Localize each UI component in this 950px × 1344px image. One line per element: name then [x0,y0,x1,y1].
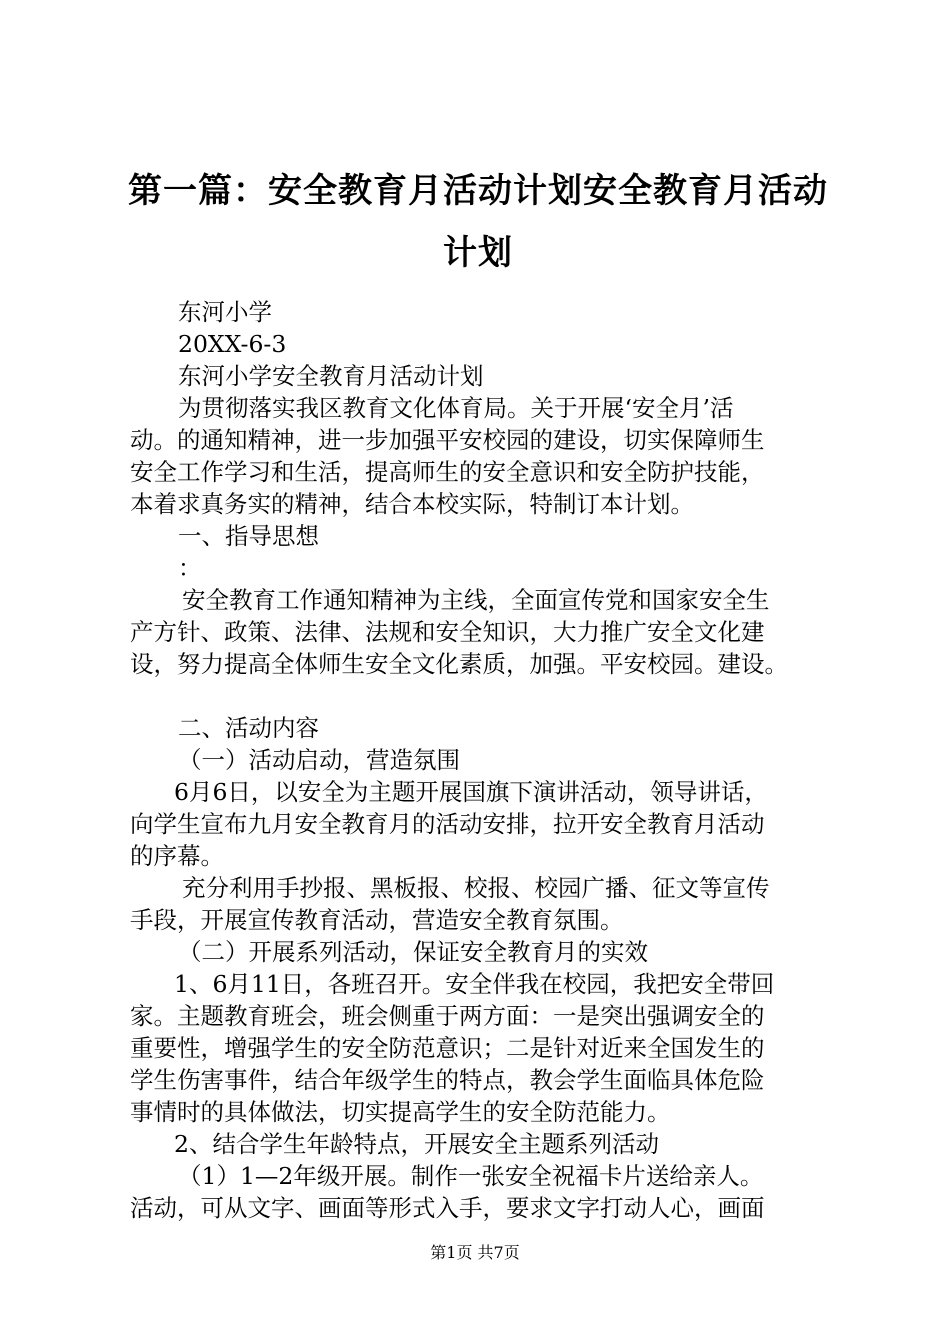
paragraph-line: 1、6月11日，各班召开。安全伴我在校园，我把安全带回 [174,970,775,998]
title-line-2: 计划 [443,233,513,273]
paragraph-line: 产方针、政策、法律、法规和安全知识，大力推广安全文化建 [130,618,765,646]
paragraph-line: 的序幕。 [130,842,224,870]
blank-line [130,680,842,712]
plan-subtitle: 东河小学安全教育月活动计划 [178,362,484,390]
title-line-1: 第一篇：安全教育月活动计划安全教育月活动 [128,171,828,211]
paragraph-line: 动。的通知精神，进一步加强平安校园的建设，切实保障师生 [130,426,765,454]
school-name: 东河小学 [178,298,272,326]
page-footer: 第1页 共7页 [430,1243,520,1262]
paragraph-line: ： [178,554,202,582]
paragraph-line: 重要性，增强学生的安全防范意识；二是针对近来全国发生的 [130,1034,765,1062]
paragraph-line: （1）1—2年级开展。制作一张安全祝福卡片送给亲人。 [178,1162,764,1190]
document-date: 20XX-6-3 [178,330,287,358]
paragraph-line: 为贯彻落实我区教育文化体育局。关于开展‘安全月’活 [178,394,734,422]
paragraph-line: 事情时的具体做法，切实提高学生的安全防范能力。 [130,1098,671,1126]
paragraph-line: 家。主题教育班会，班会侧重于两方面：一是突出强调安全的 [130,1002,765,1030]
paragraph-line: 设，努力提高全体师生安全文化素质，加强。平安校园。建设。 [130,650,788,678]
paragraph-line: 安全工作学习和生活，提高师生的安全意识和安全防护技能， [130,458,765,486]
document-title [128,160,828,284]
section-heading-activity-content: 二、活动内容 [178,714,319,742]
paragraph-line: 6月6日，以安全为主题开展国旗下演讲活动，领导讲话， [174,778,768,806]
paragraph-line: 安全教育工作通知精神为主线，全面宣传党和国家安全生 [182,586,770,614]
paragraph-line: 学生伤害事件，结合年级学生的特点，教会学生面临具体危险 [130,1066,765,1094]
subsection-heading: （二）开展系列活动，保证安全教育月的实效 [178,938,648,966]
paragraph-line: 手段，开展宣传教育活动，营造安全教育氛围。 [130,906,624,934]
subsection-heading: （一）活动启动，营造氛围 [178,746,460,774]
section-heading-guiding-thought: 一、指导思想 [178,522,319,550]
paragraph-line: 活动，可从文字、画面等形式入手，要求文字打动人心，画面 [130,1194,765,1222]
paragraph-line: 充分利用手抄报、黑板报、校报、校园广播、征文等宣传 [182,874,770,902]
paragraph-line: 向学生宣布九月安全教育月的活动安排，拉开安全教育月活动 [130,810,765,838]
document-body [130,296,842,1224]
paragraph-line: 2、结合学生年龄特点，开展安全主题系列活动 [174,1130,659,1158]
paragraph-line: 本着求真务实的精神，结合本校实际，特制订本计划。 [130,490,694,518]
